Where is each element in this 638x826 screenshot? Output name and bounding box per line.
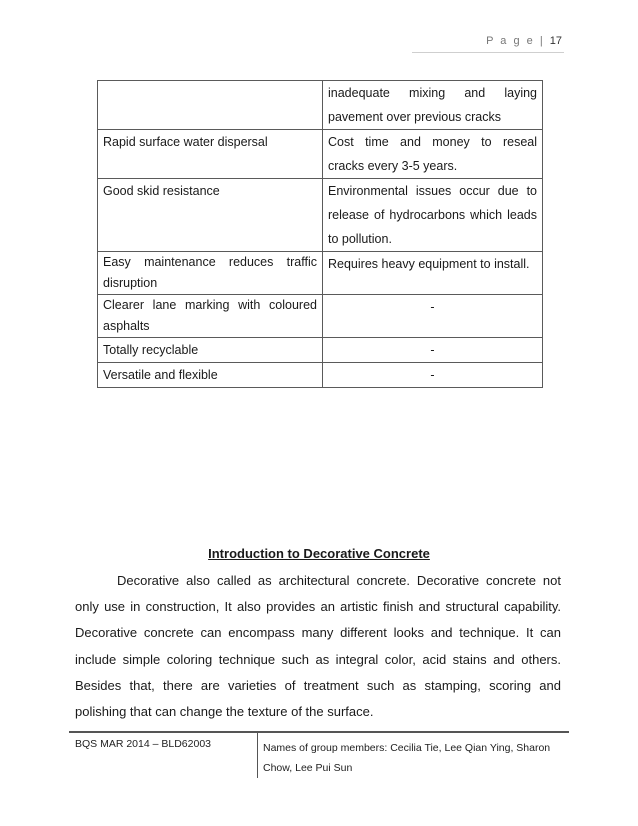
page-number: 17	[549, 35, 562, 47]
table-row	[98, 295, 543, 338]
disadvantage-cell: Environmental issues occur due to release of hydrocarbons which leads to pollution.	[323, 179, 543, 252]
disadvantage-cell: inadequate mixing and laying pavement over previous cracks	[323, 81, 543, 130]
page-separator: |	[539, 35, 545, 47]
advantage-cell: Good skid resistance	[98, 179, 323, 252]
footer-members: Names of group members: Cecilia Tie, Lee Qian Ying, Sharon Chow, Lee Pui Sun	[263, 742, 551, 774]
table-row	[98, 81, 543, 130]
disadvantage-cell: Cost time and money to reseal cracks every 3-5 years.	[323, 130, 543, 179]
advantage-cell: Totally recyclable	[98, 338, 323, 363]
footer-rule	[69, 731, 569, 733]
table-row	[98, 252, 543, 295]
disadvantage-cell: Requires heavy equipment to install.	[323, 252, 543, 295]
advantage-cell: Easy maintenance reduces traffic disruption	[98, 252, 323, 295]
page-header	[486, 35, 562, 47]
header-rule	[412, 52, 564, 53]
table-row	[98, 338, 543, 363]
section-title: Introduction to Decorative Concrete	[208, 546, 430, 561]
disadvantage-cell: -	[323, 338, 543, 363]
comparison-table	[97, 80, 543, 388]
page-label: P a g e	[486, 35, 535, 47]
table-row	[98, 130, 543, 179]
body-paragraph: Decorative also called as architectural concrete. Decorative concrete not only use in construction, It also provides an artistic finish and structural capability. Decorative concrete can encompass many different looks and technique. It can include simple coloring technique such as integral color, acid stains and others. Besides that, there are varieties of treatment such as stamping, scoring and polishing that can change the texture of the surface.	[75, 573, 561, 720]
advantage-cell: Clearer lane marking with coloured asphalts	[98, 295, 323, 338]
advantage-cell: Versatile and flexible	[98, 363, 323, 388]
advantage-cell: Rapid surface water dispersal	[98, 130, 323, 179]
footer-course: BQS MAR 2014 – BLD62003	[75, 738, 211, 750]
table-row	[98, 179, 543, 252]
table-row	[98, 363, 543, 388]
disadvantage-cell: -	[323, 295, 543, 338]
footer-divider	[257, 733, 258, 778]
disadvantage-cell: -	[323, 363, 543, 388]
advantage-cell	[98, 81, 323, 130]
